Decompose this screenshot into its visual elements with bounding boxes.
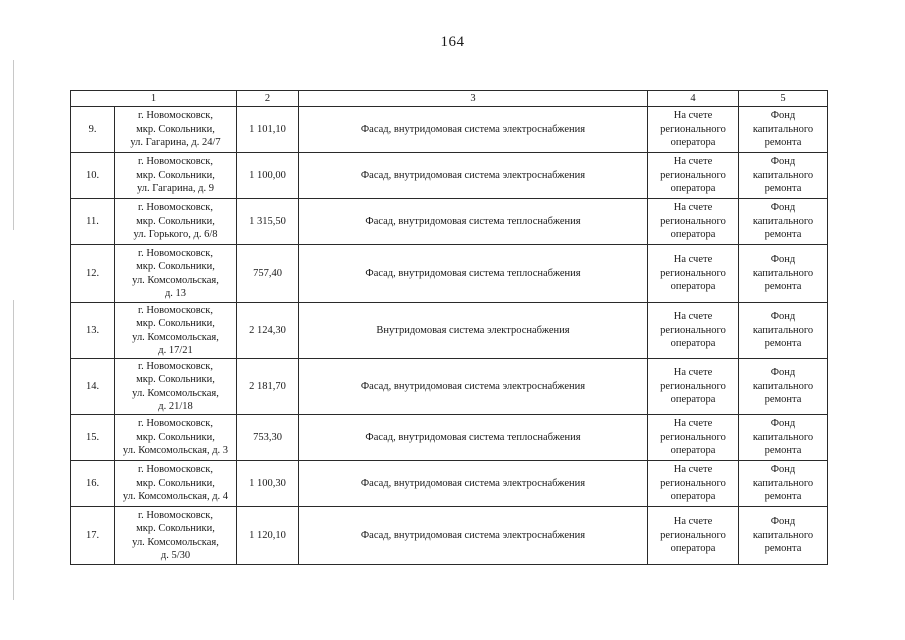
account-line: регионального [660, 529, 726, 541]
fund-line: ремонта [764, 229, 802, 241]
address-cell [115, 359, 237, 415]
address-cell [115, 507, 237, 565]
account-line: оператора [670, 137, 716, 149]
address-line: ул. Комсомольская, [132, 387, 219, 399]
address-line: мкр. Сокольники, [136, 318, 215, 329]
fund-cell [739, 245, 828, 303]
area-cell: 1 315,50 [237, 199, 299, 245]
table-row [71, 359, 828, 415]
address-cell [115, 461, 237, 507]
address-line: ул. Горького, д. 6/8 [133, 229, 218, 241]
fund-line: Фонд [770, 367, 796, 379]
account-line: оператора [670, 491, 716, 503]
address-line: мкр. Сокольники, [136, 215, 215, 227]
address-line: ул. Комсомольская, д. 3 [122, 445, 229, 457]
account-cell [648, 107, 739, 153]
address-cell [115, 199, 237, 245]
account-line: регионального [660, 123, 726, 135]
account-line: На счете [673, 311, 713, 323]
header-col-1: 1 [71, 91, 237, 107]
work-type-cell: Внутридомовая система электроснабжения [299, 303, 648, 359]
address-line: г. Новомосковск, [137, 509, 214, 521]
account-line: оператора [670, 394, 716, 406]
fund-line: капитального [752, 477, 814, 489]
account-line: регионального [660, 324, 726, 336]
address-line: г. Новомосковск, [137, 202, 214, 214]
area-cell: 753,30 [237, 415, 299, 461]
page-number: 164 [440, 34, 465, 50]
address-line: ул. Комсомольская, д. 4 [122, 491, 229, 503]
account-line: регионального [660, 169, 726, 181]
table-header-row [71, 91, 828, 107]
account-line: На счете [673, 464, 713, 476]
fund-line: ремонта [764, 543, 802, 555]
work-type-cell: Фасад, внутридомовая система теплоснабжения [299, 199, 648, 245]
area-cell: 2 181,70 [237, 359, 299, 415]
account-line: регионального [660, 215, 726, 227]
fund-line: капитального [752, 324, 814, 336]
work-type-cell: Фасад, внутридомовая система электроснабжения [299, 507, 648, 565]
header-col-3: 3 [299, 91, 648, 107]
table-row [71, 415, 828, 461]
account-line: оператора [670, 183, 716, 195]
account-line: На счете [673, 367, 713, 379]
table-row [71, 507, 828, 565]
works-table [70, 90, 828, 565]
account-line: оператора [670, 281, 716, 293]
account-line: регионального [660, 267, 726, 279]
row-number: 14. [71, 359, 115, 415]
address-cell [115, 153, 237, 199]
address-line: д. 13 [164, 288, 187, 299]
address-line: д. 21/18 [158, 401, 193, 412]
address-line: д. 17/21 [158, 345, 193, 356]
address-line: мкр. Сокольники, [136, 477, 215, 489]
account-line: оператора [670, 445, 716, 457]
account-cell [648, 199, 739, 245]
fund-cell [739, 359, 828, 415]
address-line: г. Новомосковск, [137, 156, 214, 168]
row-number: 11. [71, 199, 115, 245]
row-number: 17. [71, 507, 115, 565]
scan-edge-mark-top [13, 60, 14, 230]
address-line: г. Новомосковск, [137, 360, 214, 372]
fund-line: капитального [752, 529, 814, 541]
address-line: д. 5/30 [160, 550, 191, 561]
row-number: 16. [71, 461, 115, 507]
account-line: регионального [660, 380, 726, 392]
address-line: мкр. Сокольники, [136, 261, 215, 272]
work-type-cell: Фасад, внутридомовая система электроснабжения [299, 153, 648, 199]
address-line: мкр. Сокольники, [136, 169, 215, 181]
fund-cell [739, 507, 828, 565]
fund-cell [739, 153, 828, 199]
table-row [71, 107, 828, 153]
area-cell: 1 120,10 [237, 507, 299, 565]
area-cell: 757,40 [237, 245, 299, 303]
account-line: регионального [660, 431, 726, 443]
fund-line: ремонта [764, 338, 802, 350]
fund-line: ремонта [764, 183, 802, 195]
table-row [71, 461, 828, 507]
fund-line: ремонта [764, 137, 802, 149]
work-type-cell: Фасад, внутридомовая система теплоснабжения [299, 415, 648, 461]
row-number: 13. [71, 303, 115, 359]
address-line: ул. Гагарина, д. 24/7 [130, 137, 221, 149]
fund-line: Фонд [770, 110, 796, 122]
account-line: регионального [660, 477, 726, 489]
header-col-2: 2 [237, 91, 299, 107]
area-cell: 1 100,00 [237, 153, 299, 199]
account-cell [648, 461, 739, 507]
fund-cell [739, 199, 828, 245]
account-line: На счете [673, 110, 713, 122]
row-number: 9. [71, 107, 115, 153]
fund-line: Фонд [770, 254, 796, 266]
account-line: На счете [673, 418, 713, 430]
fund-line: капитального [752, 267, 814, 279]
work-type-cell: Фасад, внутридомовая система теплоснабжения [299, 245, 648, 303]
fund-line: Фонд [770, 464, 796, 476]
header-col-5: 5 [739, 91, 828, 107]
area-cell: 1 101,10 [237, 107, 299, 153]
table-row [71, 153, 828, 199]
work-type-cell: Фасад, внутридомовая система электроснабжения [299, 461, 648, 507]
fund-line: капитального [752, 380, 814, 392]
account-cell [648, 507, 739, 565]
account-cell [648, 245, 739, 303]
address-line: мкр. Сокольники, [136, 374, 215, 385]
account-line: На счете [673, 202, 713, 214]
area-cell: 2 124,30 [237, 303, 299, 359]
address-line: ул. Комсомольская, [132, 331, 219, 343]
address-line: г. Новомосковск, [137, 418, 214, 430]
scan-edge-mark-bottom [13, 300, 14, 600]
address-cell [115, 107, 237, 153]
account-cell [648, 153, 739, 199]
fund-line: Фонд [770, 418, 796, 430]
table-row [71, 303, 828, 359]
address-cell [115, 245, 237, 303]
address-line: ул. Комсомольская, [132, 274, 219, 286]
fund-line: Фонд [770, 156, 796, 168]
account-line: оператора [670, 338, 716, 350]
fund-line: капитального [752, 169, 814, 181]
address-line: ул. Гагарина, д. 9 [137, 183, 214, 195]
table-row [71, 199, 828, 245]
account-line: оператора [670, 229, 716, 241]
address-line: мкр. Сокольники, [136, 523, 215, 534]
address-cell [115, 415, 237, 461]
address-line: г. Новомосковск, [137, 110, 214, 122]
fund-cell [739, 107, 828, 153]
account-cell [648, 303, 739, 359]
account-cell [648, 359, 739, 415]
address-line: г. Новомосковск, [137, 464, 214, 476]
address-line: г. Новомосковск, [137, 247, 214, 259]
account-cell [648, 415, 739, 461]
work-type-cell: Фасад, внутридомовая система электроснабжения [299, 107, 648, 153]
fund-line: Фонд [770, 311, 796, 323]
fund-line: капитального [752, 431, 814, 443]
row-number: 15. [71, 415, 115, 461]
address-line: мкр. Сокольники, [136, 431, 215, 443]
fund-cell [739, 415, 828, 461]
row-number: 10. [71, 153, 115, 199]
fund-line: Фонд [770, 202, 796, 214]
account-line: На счете [673, 516, 713, 528]
fund-cell [739, 303, 828, 359]
address-line: ул. Комсомольская, [132, 536, 219, 548]
table-row [71, 245, 828, 303]
fund-line: Фонд [770, 516, 796, 528]
address-line: мкр. Сокольники, [136, 123, 215, 135]
area-cell: 1 100,30 [237, 461, 299, 507]
account-line: На счете [673, 254, 713, 266]
fund-line: капитального [752, 123, 814, 135]
fund-line: ремонта [764, 445, 802, 457]
fund-line: капитального [752, 215, 814, 227]
work-type-cell: Фасад, внутридомовая система электроснабжения [299, 359, 648, 415]
fund-line: ремонта [764, 394, 802, 406]
table-body [71, 107, 828, 565]
address-cell [115, 303, 237, 359]
address-line: г. Новомосковск, [137, 304, 214, 316]
row-number: 12. [71, 245, 115, 303]
fund-line: ремонта [764, 491, 802, 503]
fund-line: ремонта [764, 281, 802, 293]
account-line: оператора [670, 543, 716, 555]
fund-cell [739, 461, 828, 507]
account-line: На счете [673, 156, 713, 168]
header-col-4: 4 [648, 91, 739, 107]
